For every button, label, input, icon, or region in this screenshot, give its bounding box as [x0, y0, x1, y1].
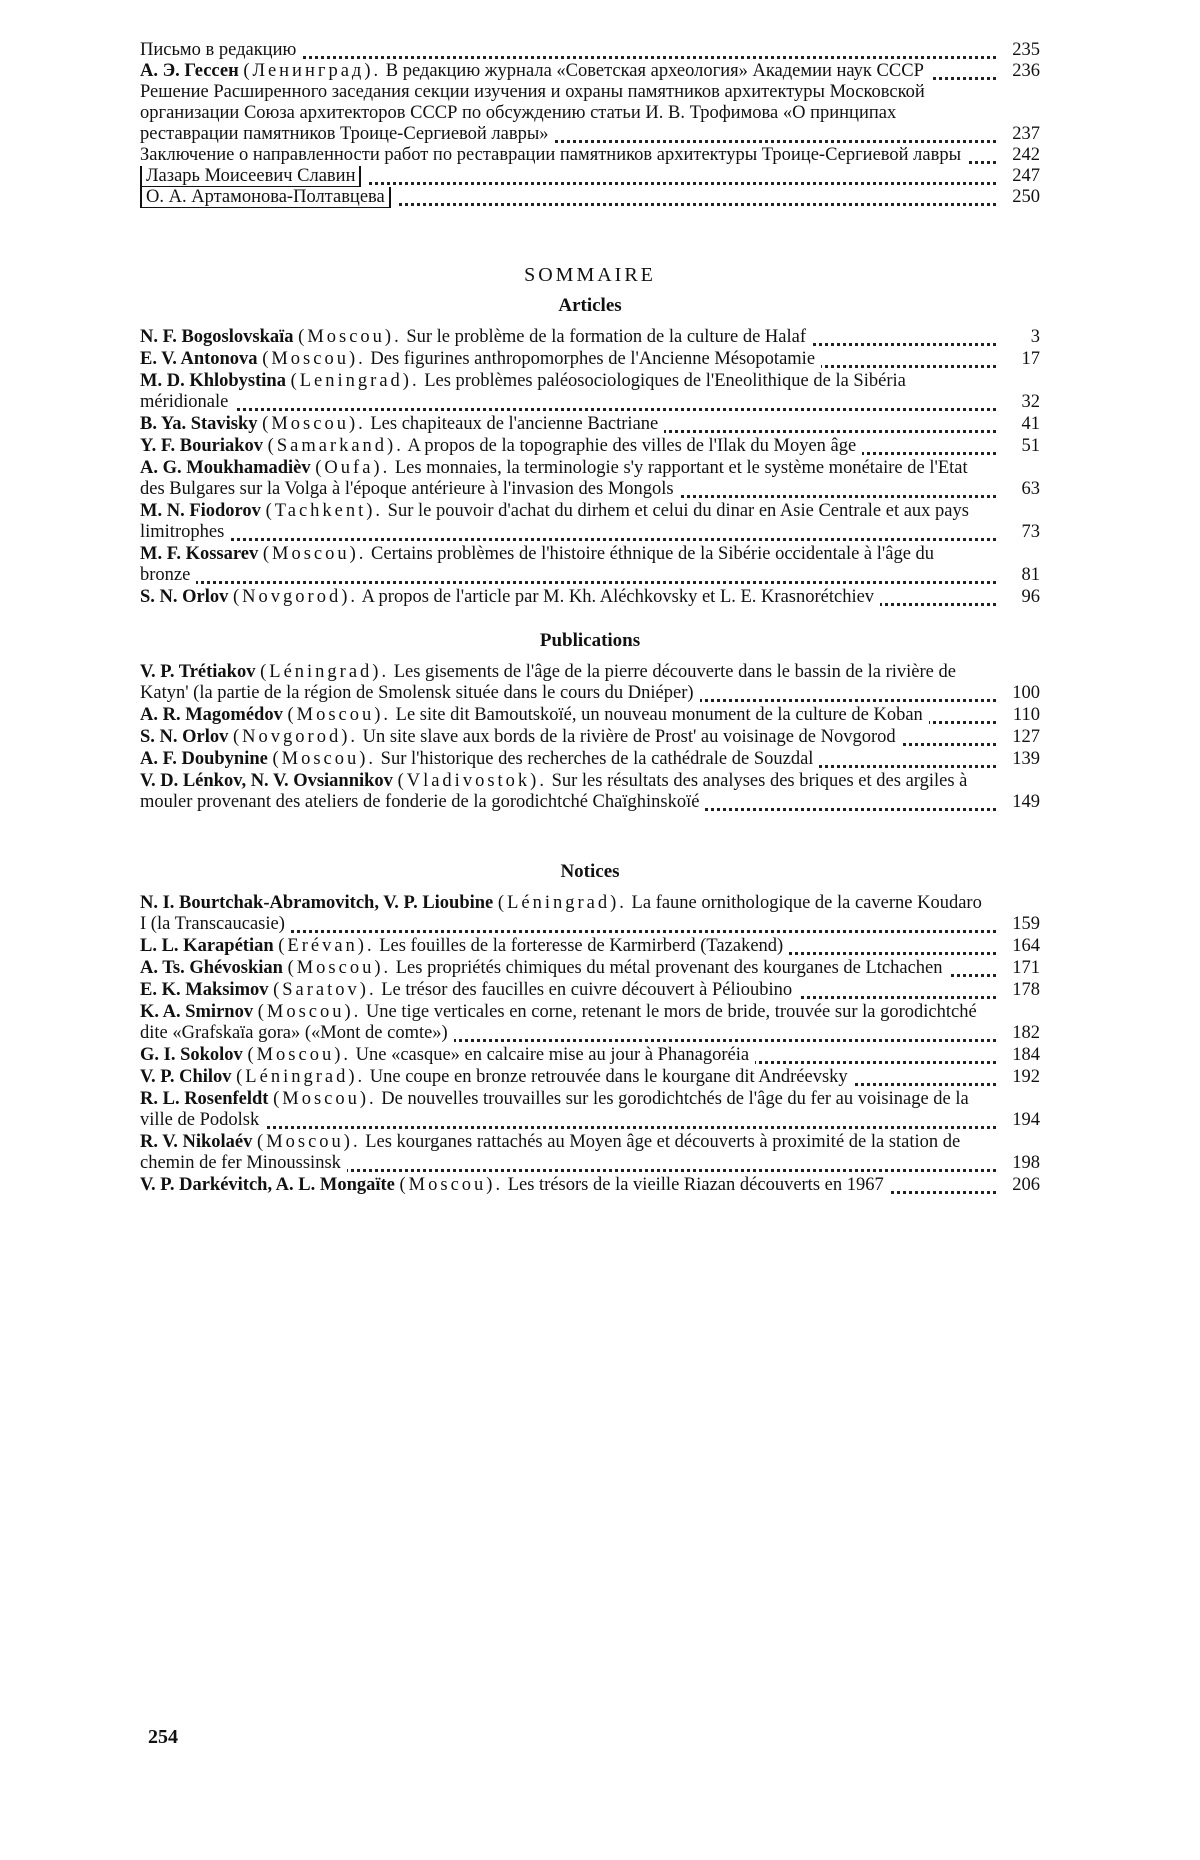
entry-page: 206: [1012, 1175, 1040, 1195]
entry-author: B. Ya. Stavisky: [140, 414, 258, 434]
entry-body: [140, 771, 967, 812]
entry-author: R. L. Rosenfeldt: [140, 1089, 269, 1109]
entry-text: [140, 936, 996, 957]
entry-page: 139: [1012, 749, 1040, 769]
section-heading: Publications: [539, 630, 641, 651]
entry-page: 235: [1012, 40, 1040, 60]
entry-title: Sur l'historique des recherches de la cathédrale de Souzdal: [376, 749, 814, 769]
entry-page: 41: [1021, 414, 1040, 434]
entry-body: [140, 145, 967, 165]
entry-text: [140, 1002, 996, 1044]
entry-author: Y. F. Bouriakov: [140, 436, 264, 456]
entry-title: Un site slave aux bords de la rivière de Prost' au voisinage de Novgorod: [357, 727, 896, 747]
entry-place: (Erévan).: [278, 936, 375, 956]
entry-body: [140, 544, 934, 585]
entry-text: [140, 501, 996, 543]
entry-body: [140, 936, 789, 956]
toc-entry: [140, 414, 1040, 435]
entry-place: (Novgorod).: [233, 727, 358, 747]
toc-entry: [140, 187, 1040, 208]
entry-place: (Moscou).: [257, 1132, 361, 1152]
entry-author: V. P. Darkévitch, A. L. Mongaïte: [140, 1175, 395, 1195]
entry-text: [140, 327, 996, 348]
entry-body: [140, 1002, 977, 1043]
entry-text: [140, 587, 996, 608]
entry-author: V. P. Chilov: [140, 1067, 232, 1087]
entry-author: V. D. Lénkov, N. V. Ovsiannikov: [140, 771, 393, 791]
sommaire-sections: [140, 295, 1040, 1196]
entry-author: A. R. Magomédov: [140, 705, 283, 725]
entry-author: N. F. Bogoslovskaïa: [140, 327, 294, 347]
entry-body: [140, 662, 956, 703]
entry-page: 164: [1012, 936, 1040, 956]
dot-leader: [140, 581, 996, 584]
entry-page: 127: [1012, 727, 1040, 747]
entry-body: [140, 327, 812, 347]
entry-title: Une coupe en bronze retrouvée dans le kourgane dit Andréevsky: [365, 1067, 848, 1087]
entry-body: [140, 414, 664, 434]
entry-place: (Moscou).: [257, 1002, 362, 1022]
entry-page: 110: [1012, 705, 1040, 725]
entry-title: Письмо в редакцию: [140, 40, 297, 60]
entry-text: [140, 958, 996, 979]
entry-title: Le site dit Bamoutskoïé, un nouveau monument de la culture de Koban: [391, 705, 923, 725]
entry-title: A propos de l'article par M. Kh. Aléchkovsky et L. E. Krasnorétchiev: [357, 587, 875, 607]
entry-body: [140, 587, 880, 607]
entry-text: [140, 1089, 996, 1131]
toc-entry: [140, 587, 1040, 608]
entry-page: 96: [1021, 587, 1040, 607]
entry-author: G. I. Sokolov: [140, 1045, 243, 1065]
toc-entry: [140, 662, 1040, 704]
entry-author: R. V. Nikolaév: [140, 1132, 253, 1152]
entry-body: [140, 980, 798, 1000]
entry-page: 250: [1012, 187, 1040, 207]
toc-entry: [140, 1132, 1040, 1174]
entry-author: M. N. Fiodorov: [140, 501, 261, 521]
toc-entry: [140, 349, 1040, 370]
entry-text: [140, 458, 996, 500]
entry-body: [140, 749, 819, 769]
entry-text: [140, 1045, 996, 1066]
entry-text: [140, 771, 996, 813]
entry-text: [140, 145, 996, 166]
entry-body: [140, 458, 968, 499]
entry-place: (Moscou).: [262, 414, 366, 434]
toc-entry: [140, 749, 1040, 770]
entry-place: (Moscou).: [287, 958, 392, 978]
entry-text: [140, 61, 996, 82]
toc-entry: [140, 82, 1040, 145]
entry-page: 194: [1012, 1110, 1040, 1130]
entry-page: 171: [1012, 958, 1040, 978]
dot-leader: [140, 408, 996, 411]
toc-entry: [140, 1045, 1040, 1066]
toc-entry: [140, 893, 1040, 935]
entry-text: [140, 749, 996, 770]
entry-author: S. N. Orlov: [140, 727, 229, 747]
memorial-name: Лазарь Моисеевич Славин: [140, 166, 361, 187]
entry-place: (Léningrad).: [236, 1067, 366, 1087]
entry-place: (Moscou).: [287, 705, 392, 725]
entry-body: [140, 1045, 755, 1065]
toc-entry: [140, 544, 1040, 586]
toc-entry: [140, 705, 1040, 726]
entry-place: (Moscou).: [272, 749, 377, 769]
entry-title: La faune ornithologique de la caverne Koudaro I (la Transcaucasie): [140, 893, 982, 934]
entry-title: Les problèmes paléosociologiques de l'Eneolithique de la Sibéria méridionale: [140, 371, 906, 412]
entry-body: [140, 187, 397, 207]
russian-contents: [140, 40, 1040, 208]
entry-body: [140, 371, 906, 412]
entry-author: M. D. Khlobystina: [140, 371, 286, 391]
entry-title: A propos de la topographie des villes de l'Ilak du Moyen âge: [403, 436, 857, 456]
toc-entry: [140, 1067, 1040, 1088]
entry-body: [140, 436, 862, 456]
toc-entry: [140, 436, 1040, 457]
toc-entry: [140, 61, 1040, 82]
toc-entry: [140, 958, 1040, 979]
entry-page: 242: [1012, 145, 1040, 165]
entry-title: Sur les résultats des analyses des briques et des argiles à mouler provenant des ateliers de fonderie de la gorodichtché Chaïghinskoïé: [140, 771, 968, 812]
entry-body: [140, 893, 982, 934]
entry-text: [140, 187, 996, 208]
toc-entry: [140, 458, 1040, 500]
entry-body: [140, 1067, 854, 1087]
toc-entry: [140, 327, 1040, 348]
entry-author: A. F. Doubynine: [140, 749, 268, 769]
entry-author: E. V. Antonova: [140, 349, 258, 369]
entry-title: Certains problèmes de l'histoire éthnique de la Sibérie occidentale à l'âge du bronze: [140, 544, 935, 585]
entry-author: K. A. Smirnov: [140, 1002, 254, 1022]
entry-text: [140, 414, 996, 435]
entry-place: (Moscou).: [298, 327, 402, 347]
entry-body: [140, 349, 821, 369]
sommaire-heading: SOMMAIRE: [524, 264, 656, 286]
entry-place: (Oufa).: [315, 458, 391, 478]
entry-text: [140, 544, 996, 586]
entry-page: 236: [1012, 61, 1040, 81]
entry-author: E. K. Maksimov: [140, 980, 269, 1000]
entry-title: Les chapiteaux de l'ancienne Bactriane: [365, 414, 659, 434]
entry-page: 81: [1021, 565, 1040, 585]
entry-title: Решение Расширенного заседания секции изучения и охраны памятников архитектуры Московской организации Союза архитекторов СССР по обсуждению статьи И. В. Трофимова «О принципах реставрации памятников Троице-Сергиевой лавры»: [140, 82, 925, 144]
entry-body: [140, 727, 902, 747]
entry-page: 3: [1030, 327, 1040, 347]
entry-text: [140, 166, 996, 187]
toc-entry: [140, 936, 1040, 957]
entry-text: [140, 371, 996, 413]
entry-title: Заключение о направленности работ по реставрации памятников архитектуры Троице-Сергиевой лавры: [140, 145, 962, 165]
entry-page: 178: [1012, 980, 1040, 1000]
entry-title: Une «casque» en calcaire mise au jour à Phanagoréia: [351, 1045, 750, 1065]
section-heading: Articles: [558, 295, 622, 316]
page: [140, 40, 1040, 1197]
entry-text: [140, 1175, 996, 1196]
entry-author: M. F. Kossarev: [140, 544, 259, 564]
entry-title: Les propriétés chimiques du métal provenant des kourganes de Ltchachen: [391, 958, 943, 978]
entry-place: (Tachkent).: [265, 501, 384, 521]
entry-place: (Novgorod).: [233, 587, 358, 607]
entry-author: V. P. Trétiakov: [140, 662, 256, 682]
entry-title: Le trésor des faucilles en cuivre découvert à Pélioubino: [376, 980, 793, 1000]
toc-entry: [140, 771, 1040, 813]
entry-place: (Léningrad).: [260, 662, 390, 682]
entry-title: De nouvelles trouvailles sur les gorodichtchés de l'âge du fer au voisinage de la ville de Podolsk: [140, 1089, 969, 1130]
toc-entry: [140, 371, 1040, 413]
toc-entry: [140, 40, 1040, 61]
dot-leader: [140, 1126, 996, 1129]
entry-title: Sur le problème de la formation de la culture de Halaf: [401, 327, 806, 347]
entry-place: (Samarkand).: [267, 436, 404, 456]
entry-text: [140, 436, 996, 457]
entry-place: (Vladivostok).: [397, 771, 547, 791]
entry-body: [140, 82, 925, 144]
entry-author: A. Ts. Ghévoskian: [140, 958, 283, 978]
entry-page: 100: [1012, 683, 1040, 703]
entry-page: 159: [1012, 914, 1040, 934]
entry-body: [140, 61, 930, 81]
page-number: 254: [148, 1726, 178, 1748]
entry-page: 247: [1012, 166, 1040, 186]
entry-title: Les trésors de la vieille Riazan découverts en 1967: [503, 1175, 884, 1195]
entry-text: [140, 893, 996, 935]
entry-author: А. Э. Гессен: [140, 61, 239, 81]
entry-title: Sur le pouvoir d'achat du dirhem et celui du dinar en Asie Centrale et aux pays limitrophes: [140, 501, 969, 542]
entry-page: 149: [1012, 792, 1040, 812]
entry-place: (Ленинград).: [243, 61, 382, 81]
toc-entry: [140, 1089, 1040, 1131]
entry-place: (Moscou).: [247, 1045, 351, 1065]
entry-body: [140, 958, 949, 978]
entry-text: [140, 40, 996, 61]
toc-entry: [140, 727, 1040, 748]
toc-entry: [140, 501, 1040, 543]
entry-page: 32: [1021, 392, 1040, 412]
entry-body: [140, 166, 367, 186]
entry-page: 237: [1012, 124, 1040, 144]
entry-place: (Moscou).: [273, 1089, 377, 1109]
entry-text: [140, 1067, 996, 1088]
entry-title: Les fouilles de la forteresse de Karmirberd (Tazakend): [374, 936, 784, 956]
entry-title: Les monnaies, la terminologie s'y rapportant et le système monétaire de l'Etat des Bulgares sur la Volga à l'époque antérieure à l'invasion des Mongols: [140, 458, 968, 499]
entry-author: N. I. Bourtchak-Abramovitch, V. P. Lioubine: [140, 893, 494, 913]
section-heading: Notices: [560, 861, 620, 882]
entry-page: 192: [1012, 1067, 1040, 1087]
entry-title: Des figurines anthropomorphes de l'Ancienne Mésopotamie: [365, 349, 816, 369]
entry-text: [140, 82, 996, 145]
entry-place: (Moscou).: [399, 1175, 504, 1195]
toc-entry: [140, 166, 1040, 187]
entry-page: 63: [1021, 479, 1040, 499]
entry-title: В редакцию журнала «Советская археология» Академии наук СССР: [381, 61, 924, 81]
entry-body: [140, 1132, 960, 1173]
dot-leader: [140, 538, 996, 541]
entry-page: 184: [1012, 1045, 1040, 1065]
entry-text: [140, 349, 996, 370]
entry-author: L. L. Karapétian: [140, 936, 274, 956]
entry-place: (Moscou).: [262, 349, 366, 369]
entry-page: 73: [1021, 522, 1040, 542]
entry-title: Les kourganes rattachés au Moyen âge et découverts à proximité de la station de chemin de fer Minoussinsk: [140, 1132, 961, 1173]
entry-page: 182: [1012, 1023, 1040, 1043]
entry-page: 17: [1021, 349, 1040, 369]
entry-text: [140, 980, 996, 1001]
toc-entry: [140, 145, 1040, 166]
toc-entry: [140, 980, 1040, 1001]
entry-place: (Leningrad).: [290, 371, 420, 391]
entry-author: A. G. Moukhamadièv: [140, 458, 311, 478]
entry-body: [140, 1089, 969, 1130]
entry-author: S. N. Orlov: [140, 587, 229, 607]
entry-page: 51: [1021, 436, 1040, 456]
entry-body: [140, 40, 302, 60]
entry-text: [140, 727, 996, 748]
entry-text: [140, 705, 996, 726]
entry-place: (Léningrad).: [497, 893, 627, 913]
entry-text: [140, 1132, 996, 1174]
entry-title: Une tige verticales en corne, retenant le mors de bride, trouvée sur la gorodichtché dite «Grafskaïa gora» («Mont de comte»): [140, 1002, 977, 1043]
entry-text: [140, 662, 996, 704]
entry-body: [140, 705, 929, 725]
toc-entry: [140, 1002, 1040, 1044]
entry-place: (Saratov).: [273, 980, 377, 1000]
entry-place: (Moscou).: [262, 544, 367, 564]
entry-body: [140, 501, 969, 542]
memorial-name: О. А. Артамонова-Полтавцева: [140, 187, 391, 208]
entry-title: Les gisements de l'âge de la pierre découverte dans le bassin de la rivière de Katyn' (la partie de la région de Smolensk située dans le cours du Dniéper): [140, 662, 956, 703]
entry-page: 198: [1012, 1153, 1040, 1173]
entry-body: [140, 1175, 890, 1195]
toc-entry: [140, 1175, 1040, 1196]
